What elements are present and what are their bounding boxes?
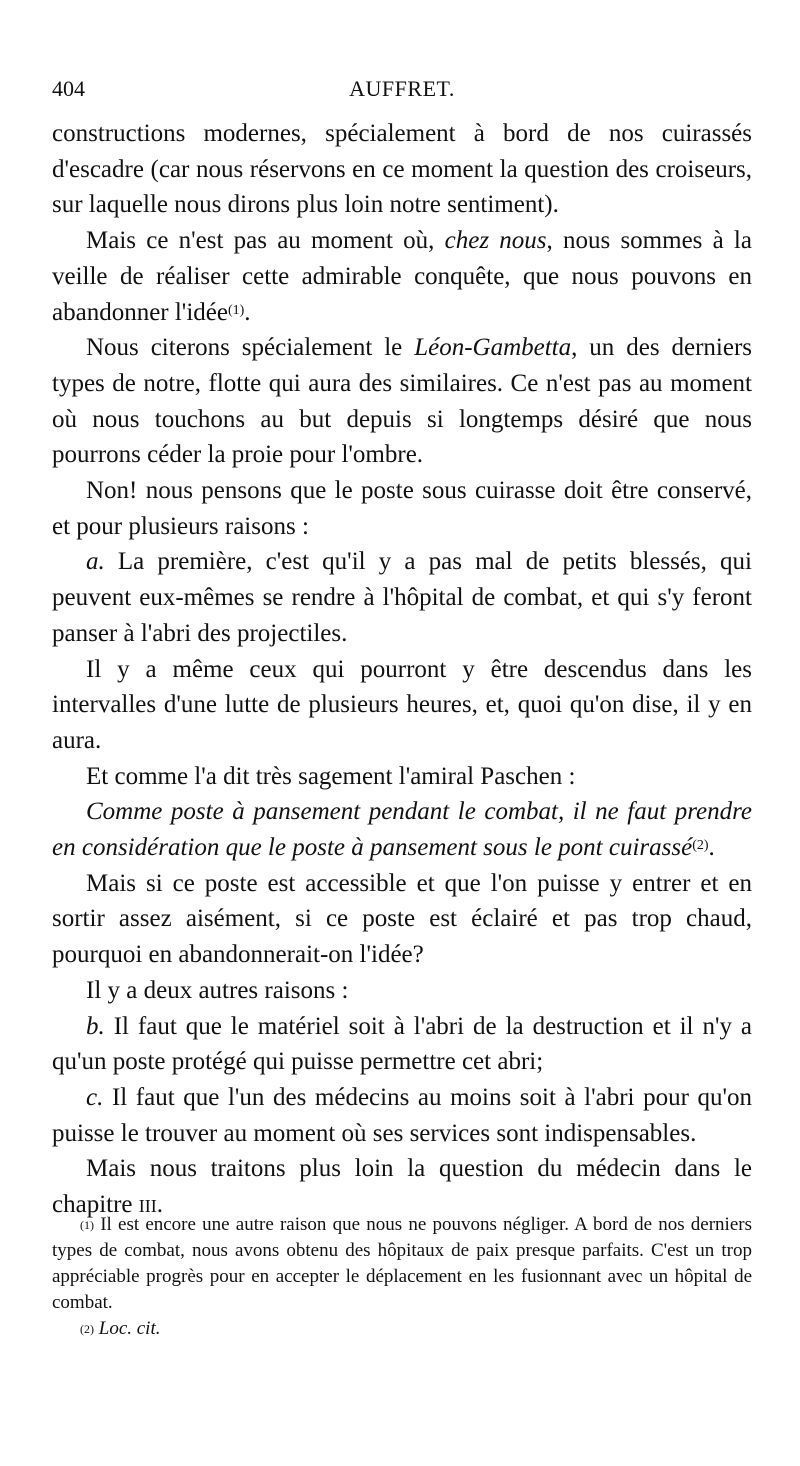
paragraph-9: Mais si ce poste est accessible et que l'on puisse y entrer et en sortir assez aisément, si ce poste est éclairé et pas trop chaud, pourquoi en abandonnerait-on l'idée?: [52, 869, 752, 969]
footnotes: [52, 1212, 752, 1342]
paragraph-11: b. Il faut que le matériel soit à l'abri de la destruction et il n'y a qu'un poste protégé qui puisse permettre cet abri;: [52, 1012, 752, 1076]
page-number: 404: [52, 76, 85, 101]
footnote-ref-1: (1): [227, 302, 245, 318]
footnote-1: $^{(1)}$ Il est encore une autre raison que nous ne pouvons négliger. A bord de nos derniers types de combat, nous avons obtenu des hôpitaux de paix presque parfaits. C'est un trop appréciable progrès pour en accepter le déplacement en les fusionnant avec un hôpital de combat.: [52, 1214, 752, 1313]
footnote-2: $^{(2)}$ Loc. cit.: [80, 1318, 161, 1339]
paragraph-10: Il y a deux autres raisons :: [86, 976, 349, 1004]
paragraph-12: c. Il faut que l'un des médecins au moins soit à l'abri pour qu'on puisse le trouver au moment où ses services sont indispensables.: [52, 1083, 752, 1147]
page-header: [52, 76, 752, 106]
paragraph-7: Et comme l'a dit très sagement l'amiral Paschen :: [86, 762, 576, 790]
paragraph-6: Il y a même ceux qui pourront y être descendus dans les intervalles d'une lutte de plusieurs heures, et, quoi qu'on dise, il y en aura.: [52, 655, 752, 754]
paragraph-13: Mais nous traitons plus loin la question du médecin dans le chapitre iii.: [52, 1155, 752, 1219]
quotation: Comme poste à pansement pendant le combat, il ne faut prendre en considération que le poste à pansement sous le pont cuirassé$^{(2)}$.: [52, 798, 752, 862]
body-text: [52, 116, 752, 1223]
item-label-b: b.: [86, 1012, 105, 1040]
item-label-c: c.: [86, 1083, 104, 1111]
running-head: AUFFRET.: [349, 76, 455, 101]
paragraph-4: Non! nous pensons que le poste sous cuirasse doit être conservé, et pour plusieurs raisons :: [52, 477, 752, 540]
paragraph-2: Mais ce n'est pas au moment où, chez nous, nous sommes à la veille de réaliser cette admirable conquête, que nous pouvons en abandonner l'idée$^{(1)}$.: [52, 227, 752, 326]
paragraph-1: constructions modernes, spécialement à bord de nos cuirassés d'escadre (car nous réservons en ce moment la question des croiseurs, sur laquelle nous dirons plus loin notre sentiment).: [52, 120, 752, 219]
paragraph-5: a. La première, c'est qu'il y a pas mal de petits blessés, qui peuvent eux-mêmes se rendre à l'hôpital de combat, et qui s'y feront panser à l'abri des projectiles.: [52, 548, 752, 647]
paragraph-3: Nous citerons spécialement le Léon-Gambetta, un des derniers types de notre, flotte qui aura des similaires. Ce n'est pas au moment où nous touchons au but depuis si longtemps désiré que nous pourrons céder la proie pour l'ombre.: [52, 334, 752, 469]
footnote-ref-2: (2): [692, 838, 709, 854]
item-label-a: a.: [86, 548, 105, 576]
